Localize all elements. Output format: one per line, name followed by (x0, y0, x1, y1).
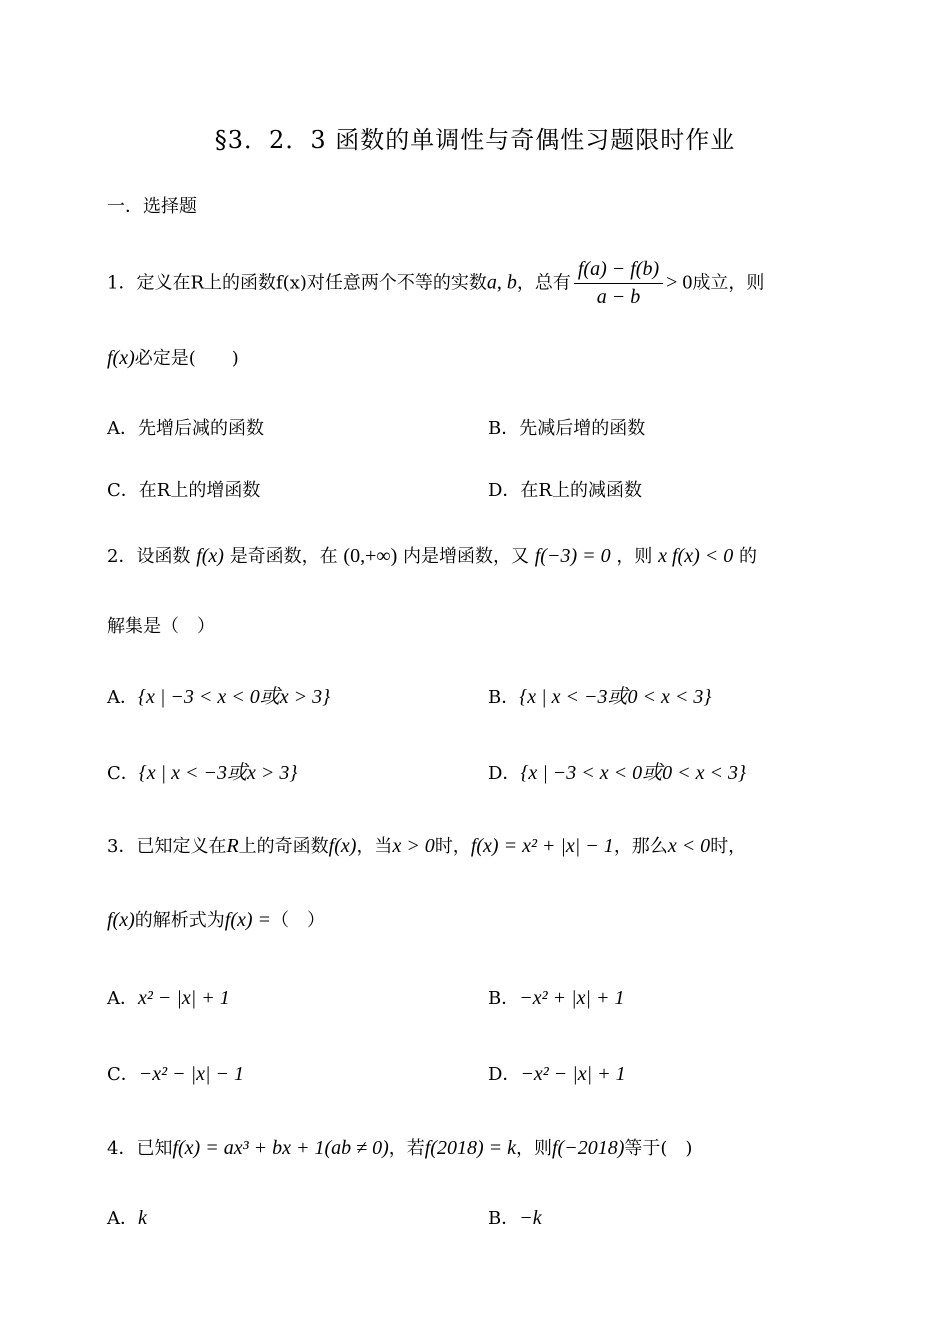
option-math: {x | x < −3或0 < x < 3} (519, 686, 712, 708)
option-letter: C． (107, 1064, 139, 1085)
question-1-text-b: ，总有 (516, 272, 571, 294)
question-3-math-3: x > 0 (392, 835, 435, 857)
question-1-vars: a, b (486, 271, 517, 294)
option-letter: A． (107, 1208, 138, 1229)
option-letter: C． (107, 763, 139, 784)
question-1-inequality: > 0 (666, 271, 693, 294)
fraction-denominator: a − b (596, 286, 641, 308)
question-2-option-d (488, 756, 746, 785)
question-1-line-2 (107, 344, 239, 370)
question-3-option-a (107, 984, 230, 1010)
option-letter: D． (488, 763, 521, 784)
question-3-line-2 (107, 906, 325, 932)
question-1-option-a: A．先增后减的函数 (107, 418, 264, 439)
question-3-math-2: f(x) (328, 835, 357, 857)
question-4-text: 4．已知 (107, 1138, 173, 1159)
question-1-option-b: B．先减后增的函数 (488, 418, 646, 439)
option-math: {x | −3 < x < 0或0 < x < 3} (520, 762, 747, 784)
question-1-text: 1．定义在R上的函数f(x)对任意两个不等的实数 (107, 272, 487, 294)
question-3-line-1 (107, 832, 746, 858)
question-3-text-6: 时， (710, 836, 747, 857)
question-2-line-2: 解集是（ ） (107, 616, 215, 637)
question-4-text-2: ，若 (388, 1138, 425, 1159)
question-3-math-5: x < 0 (667, 835, 711, 857)
option-letter: A． (107, 988, 138, 1009)
question-3-math-1: R (226, 835, 239, 857)
question-3-text-5: ，那么 (613, 836, 668, 857)
question-4-text-4: 等于( ) (624, 1138, 693, 1159)
option-math: {x | −3 < x < 0或x > 3} (138, 686, 331, 708)
question-3-text-7: 的解析式为 (134, 910, 225, 931)
question-3-fx-eq: f(x) = (224, 909, 272, 931)
question-1-fx: f(x) (107, 347, 135, 369)
question-4-option-b (488, 1204, 542, 1230)
question-3-text: 3．已知定义在 (107, 836, 227, 857)
question-4-text-3: ，则 (516, 1138, 552, 1159)
question-2-math-4: x f(x) < 0 (658, 545, 734, 567)
option-math: −x² + |x| + 1 (519, 987, 625, 1009)
option-letter: B． (488, 1208, 520, 1229)
question-3-option-d (488, 1060, 626, 1086)
option-math: {x | x < −3或x > 3} (138, 762, 298, 784)
question-2-math-3: f(−3) = 0 (534, 545, 611, 567)
option-math: x² − |x| + 1 (138, 987, 230, 1009)
option-letter: B． (488, 687, 520, 708)
option-math: −k (519, 1207, 542, 1229)
question-4-math-1: f(x) = ax³ + bx + 1(ab ≠ 0) (172, 1137, 389, 1159)
question-1-option-c: C．在R上的增函数 (107, 480, 261, 501)
option-math: −x² − |x| + 1 (520, 1063, 626, 1085)
section-heading: 一．选择题 (107, 196, 197, 217)
question-1-option-d: D．在R上的减函数 (488, 480, 642, 501)
question-1-fraction (574, 258, 663, 309)
question-3-text-2: 上的奇函数 (238, 836, 329, 857)
question-4-line-1 (107, 1134, 692, 1160)
question-4-math-2: f(2018) = k (424, 1137, 516, 1159)
question-3-text-4: 时， (434, 836, 471, 857)
question-2-text: 2．设函数 (107, 546, 191, 567)
question-3-text-3: ，当 (356, 836, 393, 857)
question-4-option-a (107, 1204, 147, 1230)
question-1-blank: 必定是( ) (134, 348, 239, 369)
question-2-option-b (488, 680, 711, 709)
question-3-option-b (488, 984, 624, 1010)
question-2-text-5: 的 (738, 546, 757, 567)
question-4-math-3: f(−2018) (552, 1137, 625, 1159)
question-2-math-1: f(x) (196, 545, 224, 567)
option-math: k (138, 1207, 147, 1229)
page-title: §3．2．3 函数的单调性与奇偶性习题限时作业 (214, 126, 736, 154)
question-2-line-1 (107, 542, 757, 568)
option-letter: A． (107, 687, 138, 708)
question-1-text-d: 成立，则 (692, 272, 765, 294)
fraction-numerator: f(a) − f(b) (574, 258, 663, 284)
option-letter: D． (488, 1064, 521, 1085)
question-1-line-1 (107, 258, 764, 309)
question-3-math-4: f(x) = x² + |x| − 1 (470, 835, 614, 857)
question-3-option-c (107, 1060, 244, 1086)
question-2-text-4: ，则 (616, 546, 653, 567)
question-2-text-2: 是奇函数，在 (229, 546, 338, 567)
question-2-text-3: 内是增函数，又 (403, 546, 530, 567)
question-2-option-c (107, 756, 297, 785)
option-letter: B． (488, 988, 520, 1009)
question-2-option-a (107, 680, 330, 709)
question-3-blank: （ ） (271, 910, 326, 931)
question-2-math-2: (0,+∞) (343, 545, 398, 567)
question-3-fx: f(x) (107, 909, 135, 931)
option-math: −x² − |x| − 1 (138, 1063, 245, 1085)
